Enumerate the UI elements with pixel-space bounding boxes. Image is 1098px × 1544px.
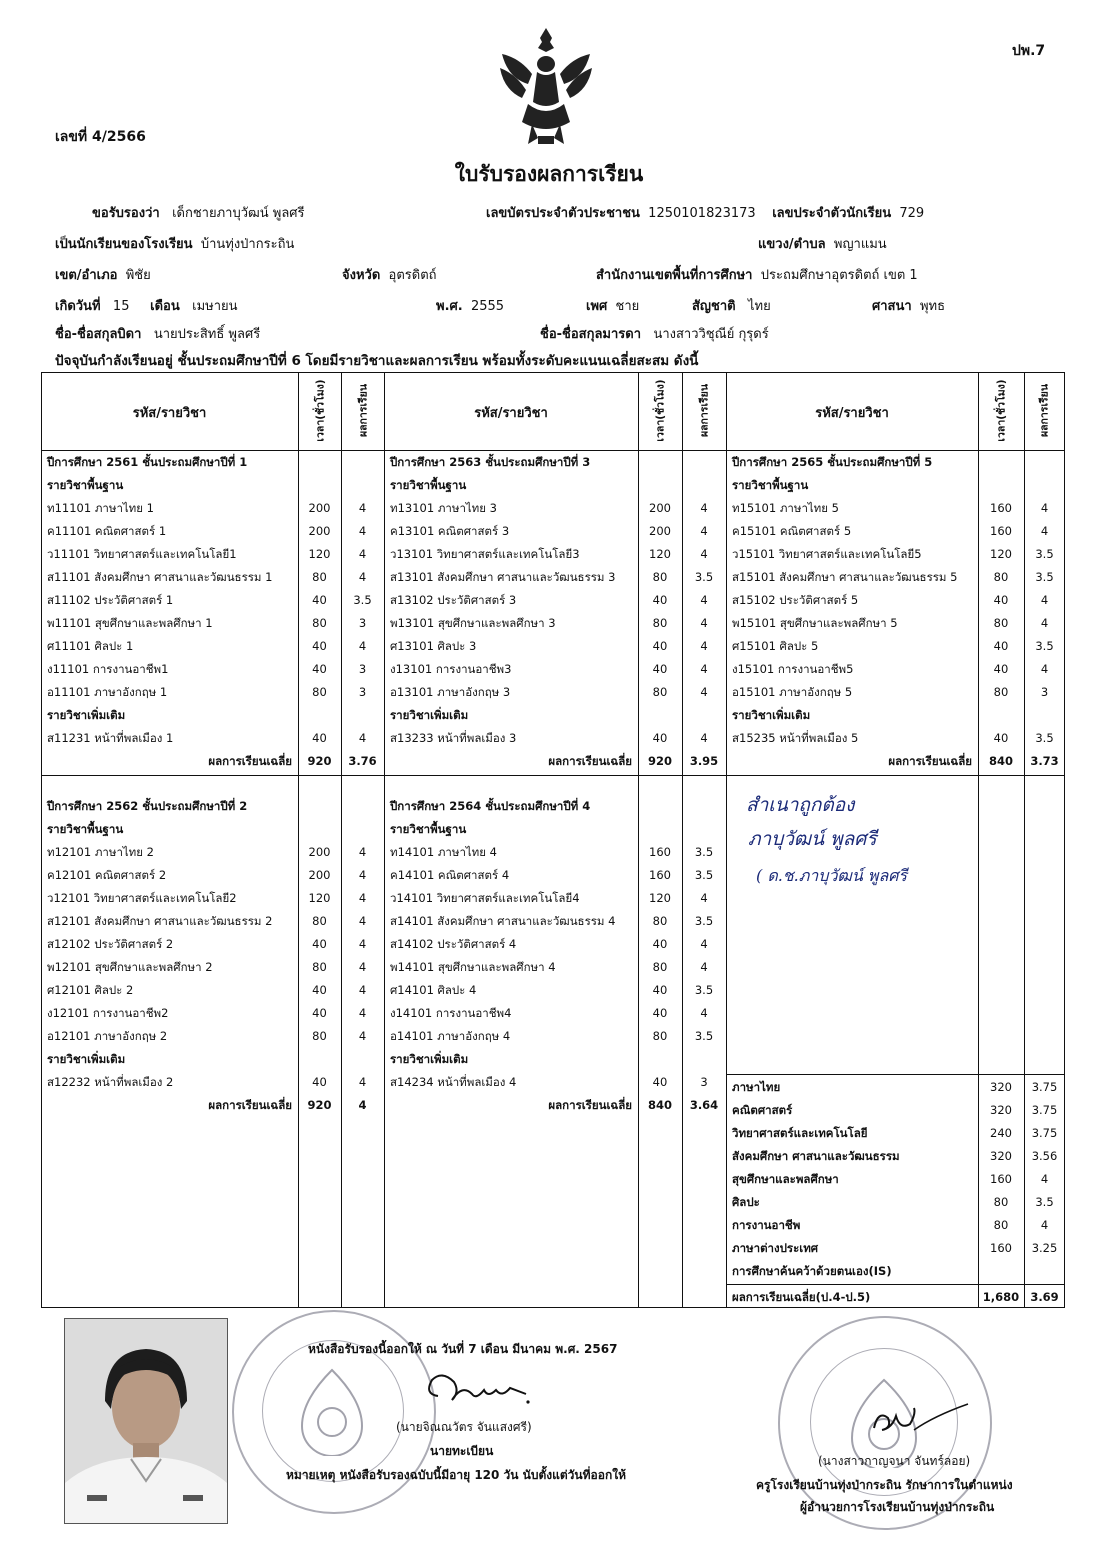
summary-group-hours: 80: [993, 1195, 1009, 1209]
subdistrict-value: พญาแมน: [833, 237, 887, 252]
col3-grade-header: ผลการเรียน: [1038, 383, 1051, 438]
subject-grade: 4: [700, 524, 708, 538]
subject-name: ส13102 ประวัติศาสตร์ 3: [390, 593, 517, 607]
summary-group-hours: 160: [990, 1241, 1012, 1255]
subject-name: พ11101 สุขศึกษาและพลศึกษา 1: [47, 616, 213, 630]
subject-grade: 4: [358, 914, 367, 928]
subject-hours: 160: [990, 524, 1012, 538]
section-label-basic: รายวิชาพื้นฐาน: [47, 822, 124, 836]
birth-month-label: เดือน: [150, 299, 180, 314]
subject-grade: 4: [1040, 616, 1049, 630]
col3-subject-header: รหัส/รายวิชา: [815, 406, 889, 421]
subject-grade: 3.5: [694, 983, 714, 997]
subject-grade: 4: [358, 547, 367, 561]
subject-hours: 120: [649, 891, 671, 905]
subject-name: ง13101 การงานอาชีพ3: [390, 662, 512, 676]
current-statement: ปัจจุบันกำลังเรียนอยู่ ชั้นประถมศึกษาปีที่ 6 โดยมีรายวิชาและผลการเรียน พร้อมทั้งระดับคะแนนเฉลี่ยสะสม ดังนี้: [55, 353, 699, 369]
average-label: ผลการเรียนเฉลี่ย: [548, 754, 632, 768]
handwritten-printed-name: ( ด.ช.ภาบุวัฒน์ พูลศรี: [756, 866, 907, 885]
director-title-line2: ผู้อำนวยการโรงเรียนบ้านทุ่งป่ากระถิน: [800, 1500, 995, 1514]
subject-hours: 40: [312, 731, 327, 745]
district-value: พิชัย: [125, 268, 151, 283]
subject-grade: 3.5: [1035, 731, 1054, 745]
subject-hours: 200: [649, 524, 671, 538]
subject-name: ท12101 ภาษาไทย 2: [47, 845, 154, 859]
subject-name: ว15101 วิทยาศาสตร์และเทคโนโลยี5: [732, 547, 922, 561]
subject-grade: 4: [358, 1006, 367, 1020]
subject-grade: 3.5: [694, 868, 714, 882]
summary-top-line: [726, 1074, 1065, 1075]
summary-group-label: ศิลปะ: [732, 1195, 760, 1209]
subject-name: ส15235 หน้าที่พลเมือง 5: [732, 731, 859, 745]
registrar-title: นายทะเบียน: [430, 1444, 494, 1458]
subject-grade: 3.5: [1035, 639, 1054, 653]
father-row: [55, 323, 260, 344]
garuda-emblem-icon: [498, 24, 594, 150]
subject-name: ส11101 สังคมศึกษา ศาสนาและวัฒนธรรม 1: [47, 570, 273, 584]
subject-name: อ14101 ภาษาอังกฤษ 4: [390, 1029, 511, 1043]
office-label: สำนักงานเขตพื้นที่การศึกษา: [596, 268, 753, 283]
section-label-extra: รายวิชาเพิ่มเติม: [732, 708, 811, 722]
subject-hours: 80: [652, 1029, 668, 1043]
subject-name: ท13101 ภาษาไทย 3: [390, 501, 497, 515]
province-label: จังหวัด: [342, 268, 381, 283]
section-label-extra: รายวิชาเพิ่มเติม: [47, 1052, 126, 1066]
summary-group-label: สุขศึกษาและพลศึกษา: [732, 1172, 839, 1186]
subject-grade: 4: [358, 960, 367, 974]
subject-name: อ13101 ภาษาอังกฤษ 3: [390, 685, 511, 699]
nationality-row: [692, 295, 771, 316]
sex-label: เพศ: [586, 299, 608, 314]
subject-name: ส14234 หน้าที่พลเมือง 4: [390, 1075, 517, 1089]
subject-name: ท14101 ภาษาไทย 4: [390, 845, 497, 859]
subject-grade: 4: [358, 937, 367, 951]
average-label: ผลการเรียนเฉลี่ย: [208, 754, 292, 768]
subject-hours: 200: [308, 868, 331, 882]
summary-group-hours: 320: [990, 1103, 1012, 1117]
birth-year-row: [436, 295, 504, 316]
subject-name: พ13101 สุขศึกษาและพลศึกษา 3: [390, 616, 556, 630]
subject-grade: 4: [358, 639, 367, 653]
certify-label: ขอรับรองว่า: [92, 206, 160, 221]
subject-hours: 200: [308, 524, 331, 538]
subject-grade: 3.5: [353, 593, 372, 607]
summary-group-hours: 80: [993, 1218, 1009, 1232]
summary-group-grade: 4: [1040, 1218, 1049, 1232]
document-number: เลขที่ 4/2566: [55, 129, 146, 145]
section-label-basic: รายวิชาพื้นฐาน: [390, 822, 467, 836]
average-grade: 3.73: [1030, 754, 1059, 768]
subject-name: ศ13101 ศิลปะ 3: [390, 639, 477, 653]
subject-grade: 3: [358, 685, 367, 699]
student-name: เด็กชายภาบุวัฒน์ พูลศรี: [172, 206, 305, 221]
subject-grade: 4: [358, 501, 367, 515]
table-header-divider: [41, 450, 1065, 451]
section-label-extra: รายวิชาเพิ่มเติม: [390, 708, 469, 722]
id-card-label: เลขบัตรประจำตัวประชาชน: [486, 206, 640, 221]
subject-name: ศ14101 ศิลปะ 4: [390, 983, 477, 997]
subject-grade: 3: [1040, 685, 1049, 699]
subject-hours: 120: [649, 547, 671, 561]
subject-grade: 4: [700, 937, 708, 951]
father-value: นายประสิทธิ์ พูลศรี: [153, 327, 261, 342]
section-label-extra: รายวิชาเพิ่มเติม: [390, 1052, 469, 1066]
district-row: [55, 264, 151, 285]
validity-note: หมายเหตุ หนังสือรับรองฉบับนี้มีอายุ 120 วัน นับตั้งแต่วันที่ออกให้: [286, 1468, 626, 1482]
school-label: เป็นนักเรียนของโรงเรียน: [55, 237, 193, 252]
subject-name: ค12101 คณิตศาสตร์ 2: [47, 868, 167, 882]
subject-name: ศ12101 ศิลปะ 2: [47, 983, 134, 997]
form-code: ปพ.7: [1012, 43, 1046, 59]
page-title: ใบรับรองผลการเรียน: [454, 162, 644, 186]
subject-hours: 40: [312, 1006, 327, 1020]
sex-row: [586, 295, 639, 316]
id-card-value: 1250101823173: [648, 206, 756, 221]
subject-hours: 40: [652, 593, 668, 607]
birth-year-value: 2555: [470, 299, 505, 314]
col2-subject-header: รหัส/รายวิชา: [474, 406, 548, 421]
subject-grade: 4: [358, 1029, 367, 1043]
subject-grade: 4: [700, 662, 708, 676]
subject-hours: 40: [993, 662, 1009, 676]
subject-hours: 40: [993, 639, 1009, 653]
district-label: เขต/อำเภอ: [55, 268, 118, 283]
id-card-row: [486, 202, 924, 223]
average-hours: 920: [307, 754, 332, 768]
subject-hours: 40: [652, 731, 668, 745]
section-label-basic: รายวิชาพื้นฐาน: [390, 478, 467, 492]
subject-hours: 80: [312, 685, 327, 699]
average-hours: 840: [988, 754, 1013, 768]
subject-name: ศ11101 ศิลปะ 1: [47, 639, 134, 653]
religion-row: [872, 295, 945, 316]
subject-name: ว13101 วิทยาศาสตร์และเทคโนโลยี3: [390, 547, 580, 561]
subject-grade: 3.5: [694, 1029, 714, 1043]
subject-name: ว14101 วิทยาศาสตร์และเทคโนโลยี4: [390, 891, 580, 905]
year-title: ปีการศึกษา 2561 ชั้นประถมศึกษาปีที่ 1: [47, 455, 248, 469]
subject-hours: 40: [312, 639, 327, 653]
subject-hours: 80: [652, 960, 668, 974]
col2-divider: [384, 372, 385, 1308]
subject-hours: 200: [308, 845, 331, 859]
summary-total-grade: 3.69: [1030, 1290, 1059, 1304]
subject-name: ง15101 การงานอาชีพ5: [732, 662, 854, 676]
summary-group-grade: 3.5: [1035, 1195, 1054, 1209]
subject-grade: 4: [700, 960, 708, 974]
subject-grade: 3: [358, 616, 367, 630]
school-value: บ้านทุ่งป่ากระถิน: [200, 237, 295, 252]
certify-row: [92, 202, 305, 223]
summary-group-hours: 320: [990, 1149, 1012, 1163]
col1-subject-header: รหัส/รายวิชา: [132, 406, 207, 421]
year-title: ปีการศึกษา 2564 ชั้นประถมศึกษาปีที่ 4: [390, 799, 591, 813]
subject-grade: 4: [358, 983, 367, 997]
subject-hours: 80: [652, 616, 668, 630]
subject-hours: 40: [652, 983, 668, 997]
subject-name: ค15101 คณิตศาสตร์ 5: [732, 524, 852, 538]
subject-grade: 4: [1040, 593, 1049, 607]
subject-name: ท15101 ภาษาไทย 5: [732, 501, 839, 515]
birth-day-label: เกิดวันที่: [55, 299, 101, 314]
subject-grade: 3.5: [1035, 570, 1054, 584]
subject-grade: 4: [700, 685, 708, 699]
col3-divider: [726, 372, 727, 1308]
religion-label: ศาสนา: [872, 299, 912, 314]
subdistrict-label: แขวง/ตำบล: [758, 237, 826, 252]
subject-grade: 3.5: [694, 914, 714, 928]
subject-hours: 80: [652, 685, 668, 699]
student-no-label: เลขประจำตัวนักเรียน: [772, 206, 892, 221]
subject-name: ส13233 หน้าที่พลเมือง 3: [390, 731, 517, 745]
office-row: [596, 264, 918, 285]
subject-grade: 4: [358, 1075, 367, 1089]
birth-day-value: 15: [112, 299, 130, 314]
subject-hours: 160: [649, 845, 671, 859]
mother-value: นางสาววิชุณีย์ กุรุดร์: [653, 327, 769, 342]
average-hours: 840: [647, 1098, 672, 1112]
col2-grade-header: ผลการเรียน: [698, 383, 711, 438]
summary-group-label: สังคมศึกษา ศาสนาและวัฒนธรรม: [732, 1149, 900, 1163]
nationality-label: สัญชาติ: [692, 299, 736, 314]
subject-name: ส14101 สังคมศึกษา ศาสนาและวัฒนธรรม 4: [390, 914, 616, 928]
subject-name: ค14101 คณิตศาสตร์ 4: [390, 868, 510, 882]
summary-group-label: วิทยาศาสตร์และเทคโนโลยี: [732, 1126, 868, 1140]
subject-hours: 40: [652, 1075, 668, 1089]
subject-hours: 80: [312, 914, 327, 928]
subject-name: ส13101 สังคมศึกษา ศาสนาและวัฒนธรรม 3: [390, 570, 616, 584]
registrar-signature-icon: [420, 1366, 540, 1410]
subject-grade: 4: [700, 547, 708, 561]
subject-grade: 4: [1040, 501, 1049, 515]
subject-grade: 4: [700, 731, 708, 745]
handwritten-signature: ภาบุวัฒน์ พูลศรี: [748, 828, 877, 850]
summary-group-grade: 3.56: [1031, 1149, 1058, 1163]
subdistrict-row: [758, 233, 887, 254]
subject-grade: 4: [700, 593, 708, 607]
subject-name: พ15101 สุขศึกษาและพลศึกษา 5: [732, 616, 898, 630]
col3-hours-header: เวลา(ชั่วโมง): [995, 379, 1008, 442]
province-row: [342, 264, 437, 285]
average-label: ผลการเรียนเฉลี่ย: [208, 1098, 292, 1112]
subject-hours: 40: [993, 593, 1009, 607]
col1-hours-header: เวลา(ชั่วโมง): [314, 379, 327, 442]
subject-hours: 40: [312, 593, 327, 607]
subject-hours: 80: [312, 1029, 327, 1043]
sex-value: ชาย: [615, 299, 640, 314]
summary-group-label: คณิตศาสตร์: [732, 1103, 793, 1117]
summary-total-label: ผลการเรียนเฉลี่ย(ป.4-ป.5): [732, 1290, 871, 1304]
subject-hours: 80: [312, 616, 327, 630]
subject-name: อ11101 ภาษาอังกฤษ 1: [47, 685, 168, 699]
col3-block-divider: [726, 775, 1065, 776]
subject-hours: 80: [652, 570, 668, 584]
col1-col2-block-divider: [41, 775, 726, 776]
subject-hours: 200: [308, 501, 331, 515]
subject-hours: 40: [312, 937, 327, 951]
subject-name: ค11101 คณิตศาสตร์ 1: [47, 524, 167, 538]
grades-table: [41, 372, 1065, 1308]
director-signature-icon: [864, 1400, 974, 1446]
subject-grade: 4: [358, 524, 367, 538]
subject-name: ส14102 ประวัติศาสตร์ 4: [390, 937, 517, 951]
subject-name: ส12102 ประวัติศาสตร์ 2: [47, 937, 174, 951]
subject-name: พ12101 สุขศึกษาและพลศึกษา 2: [47, 960, 213, 974]
nationality-value: ไทย: [747, 299, 771, 314]
subject-name: อ15101 ภาษาอังกฤษ 5: [732, 685, 853, 699]
subject-hours: 80: [312, 960, 327, 974]
average-label: ผลการเรียนเฉลี่ย: [888, 754, 972, 768]
subject-name: ง12101 การงานอาชีพ2: [47, 1006, 169, 1020]
summary-group-grade: 4: [1040, 1172, 1049, 1186]
subject-hours: 80: [993, 685, 1009, 699]
issued-date: หนังสือรับรองนี้ออกให้ ณ วันที่ 7 เดือน มีนาคม พ.ศ. 2567: [308, 1342, 618, 1356]
summary-group-label: ภาษาไทย: [732, 1080, 781, 1094]
section-label-basic: รายวิชาพื้นฐาน: [732, 478, 809, 492]
subject-hours: 160: [990, 501, 1012, 515]
religion-value: พุทธ: [919, 299, 946, 314]
summary-group-hours: 160: [990, 1172, 1012, 1186]
subject-grade: 4: [700, 639, 708, 653]
subject-hours: 120: [990, 547, 1012, 561]
birth-year-label: พ.ศ.: [436, 299, 463, 314]
subject-name: ส15102 ประวัติศาสตร์ 5: [732, 593, 859, 607]
subject-hours: 80: [993, 616, 1009, 630]
summary-group-grade: 3.25: [1031, 1241, 1058, 1255]
subject-name: ส11102 ประวัติศาสตร์ 1: [47, 593, 174, 607]
section-label-basic: รายวิชาพื้นฐาน: [47, 478, 124, 492]
school-row: [55, 233, 294, 254]
average-label: ผลการเรียนเฉลี่ย: [548, 1098, 632, 1112]
average-grade: 3.95: [689, 754, 719, 768]
section-label-extra: รายวิชาเพิ่มเติม: [47, 708, 126, 722]
year-title: ปีการศึกษา 2563 ชั้นประถมศึกษาปีที่ 3: [390, 455, 591, 469]
summary-group-grade: 3.75: [1031, 1103, 1058, 1117]
subject-grade: 4: [358, 868, 367, 882]
student-photo: [64, 1318, 228, 1524]
subject-grade: 4: [358, 891, 367, 905]
subject-grade: 4: [1040, 662, 1049, 676]
subject-hours: 40: [652, 662, 668, 676]
subject-grade: 3.5: [694, 845, 714, 859]
subject-hours: 120: [308, 547, 331, 561]
subject-grade: 4: [358, 731, 367, 745]
subject-grade: 4: [358, 570, 367, 584]
subject-hours: 120: [308, 891, 331, 905]
year-title: ปีการศึกษา 2565 ชั้นประถมศึกษาปีที่ 5: [732, 455, 933, 469]
subject-hours: 40: [993, 731, 1009, 745]
summary-group-hours: 240: [990, 1126, 1012, 1140]
subject-hours: 40: [652, 639, 668, 653]
subject-name: ว12101 วิทยาศาสตร์และเทคโนโลยี2: [47, 891, 237, 905]
student-no-value: 729: [899, 206, 925, 221]
subject-name: อ12101 ภาษาอังกฤษ 2: [47, 1029, 168, 1043]
handwritten-certified-copy: สำเนาถูกต้อง: [746, 794, 855, 816]
registrar-name: (นายจิณณวัตร จันแสงศรี): [396, 1420, 532, 1434]
subject-hours: 80: [993, 570, 1009, 584]
average-hours: 920: [307, 1098, 332, 1112]
province-value: อุตรดิตถ์: [388, 268, 437, 283]
subject-name: ศ15101 ศิลปะ 5: [732, 639, 819, 653]
birth-day-row: [55, 295, 238, 316]
subject-hours: 40: [312, 662, 327, 676]
school-seal-left-emblem-icon: [292, 1366, 372, 1456]
subject-name: ส15101 สังคมศึกษา ศาสนาและวัฒนธรรม 5: [732, 570, 958, 584]
subject-grade: 4: [700, 501, 708, 515]
subject-grade: 4: [700, 1006, 708, 1020]
summary-group-label: การงานอาชีพ: [732, 1218, 801, 1232]
summary-total-line: [726, 1284, 1065, 1285]
subject-grade: 4: [358, 845, 367, 859]
subject-grade: 4: [1040, 524, 1049, 538]
birth-month-value: เมษายน: [192, 299, 238, 314]
summary-total-hours: 1,680: [982, 1290, 1020, 1304]
subject-hours: 40: [312, 1075, 327, 1089]
summary-group-hours: 320: [990, 1080, 1012, 1094]
col2-hours-header: เวลา(ชั่วโมง): [654, 379, 667, 442]
subject-hours: 80: [312, 570, 327, 584]
subject-grade: 3.5: [694, 570, 714, 584]
father-label: ชื่อ-ชื่อสกุลบิดา: [55, 327, 142, 342]
subject-grade: 3: [700, 1075, 708, 1089]
subject-grade: 4: [700, 616, 708, 630]
subject-hours: 200: [649, 501, 671, 515]
col1-grade-header: ผลการเรียน: [357, 383, 370, 438]
director-name: (นางสาวกาญจนา จันทร์ลอย): [818, 1454, 971, 1468]
office-value: ประถมศึกษาอุตรดิตถ์ เขต 1: [760, 268, 918, 283]
summary-group-grade: 3.75: [1031, 1126, 1058, 1140]
average-hours: 920: [647, 754, 672, 768]
average-grade: 3.76: [348, 754, 377, 768]
subject-grade: 3.5: [1035, 547, 1054, 561]
subject-name: ส12101 สังคมศึกษา ศาสนาและวัฒนธรรม 2: [47, 914, 273, 928]
director-title-line1: ครูโรงเรียนบ้านทุ่งป่ากระถิน รักษาการในตำแหน่ง: [756, 1478, 1013, 1492]
average-grade: 3.64: [689, 1098, 719, 1112]
summary-group-label: การศึกษาค้นคว้าด้วยตนเอง(IS): [732, 1264, 892, 1278]
subject-hours: 80: [652, 914, 668, 928]
subject-hours: 40: [312, 983, 327, 997]
summary-group-grade: 3.75: [1031, 1080, 1058, 1094]
subject-name: ส12232 หน้าที่พลเมือง 2: [47, 1075, 174, 1089]
subject-grade: 4: [700, 891, 708, 905]
subject-name: ส11231 หน้าที่พลเมือง 1: [47, 731, 174, 745]
subject-name: พ14101 สุขศึกษาและพลศึกษา 4: [390, 960, 556, 974]
subject-name: ว11101 วิทยาศาสตร์และเทคโนโลยี1: [47, 547, 237, 561]
subject-grade: 3: [358, 662, 367, 676]
mother-row: [540, 323, 769, 344]
subject-hours: 40: [652, 937, 668, 951]
subject-name: ท11101 ภาษาไทย 1: [47, 501, 154, 515]
average-grade: 4: [358, 1098, 367, 1112]
subject-name: ง14101 การงานอาชีพ4: [390, 1006, 512, 1020]
subject-name: ค13101 คณิตศาสตร์ 3: [390, 524, 510, 538]
subject-name: ง11101 การงานอาชีพ1: [47, 662, 169, 676]
mother-label: ชื่อ-ชื่อสกุลมารดา: [540, 327, 642, 342]
subject-hours: 160: [649, 868, 671, 882]
year-title: ปีการศึกษา 2562 ชั้นประถมศึกษาปีที่ 2: [47, 799, 248, 813]
summary-group-label: ภาษาต่างประเทศ: [732, 1241, 819, 1255]
subject-hours: 40: [652, 1006, 668, 1020]
